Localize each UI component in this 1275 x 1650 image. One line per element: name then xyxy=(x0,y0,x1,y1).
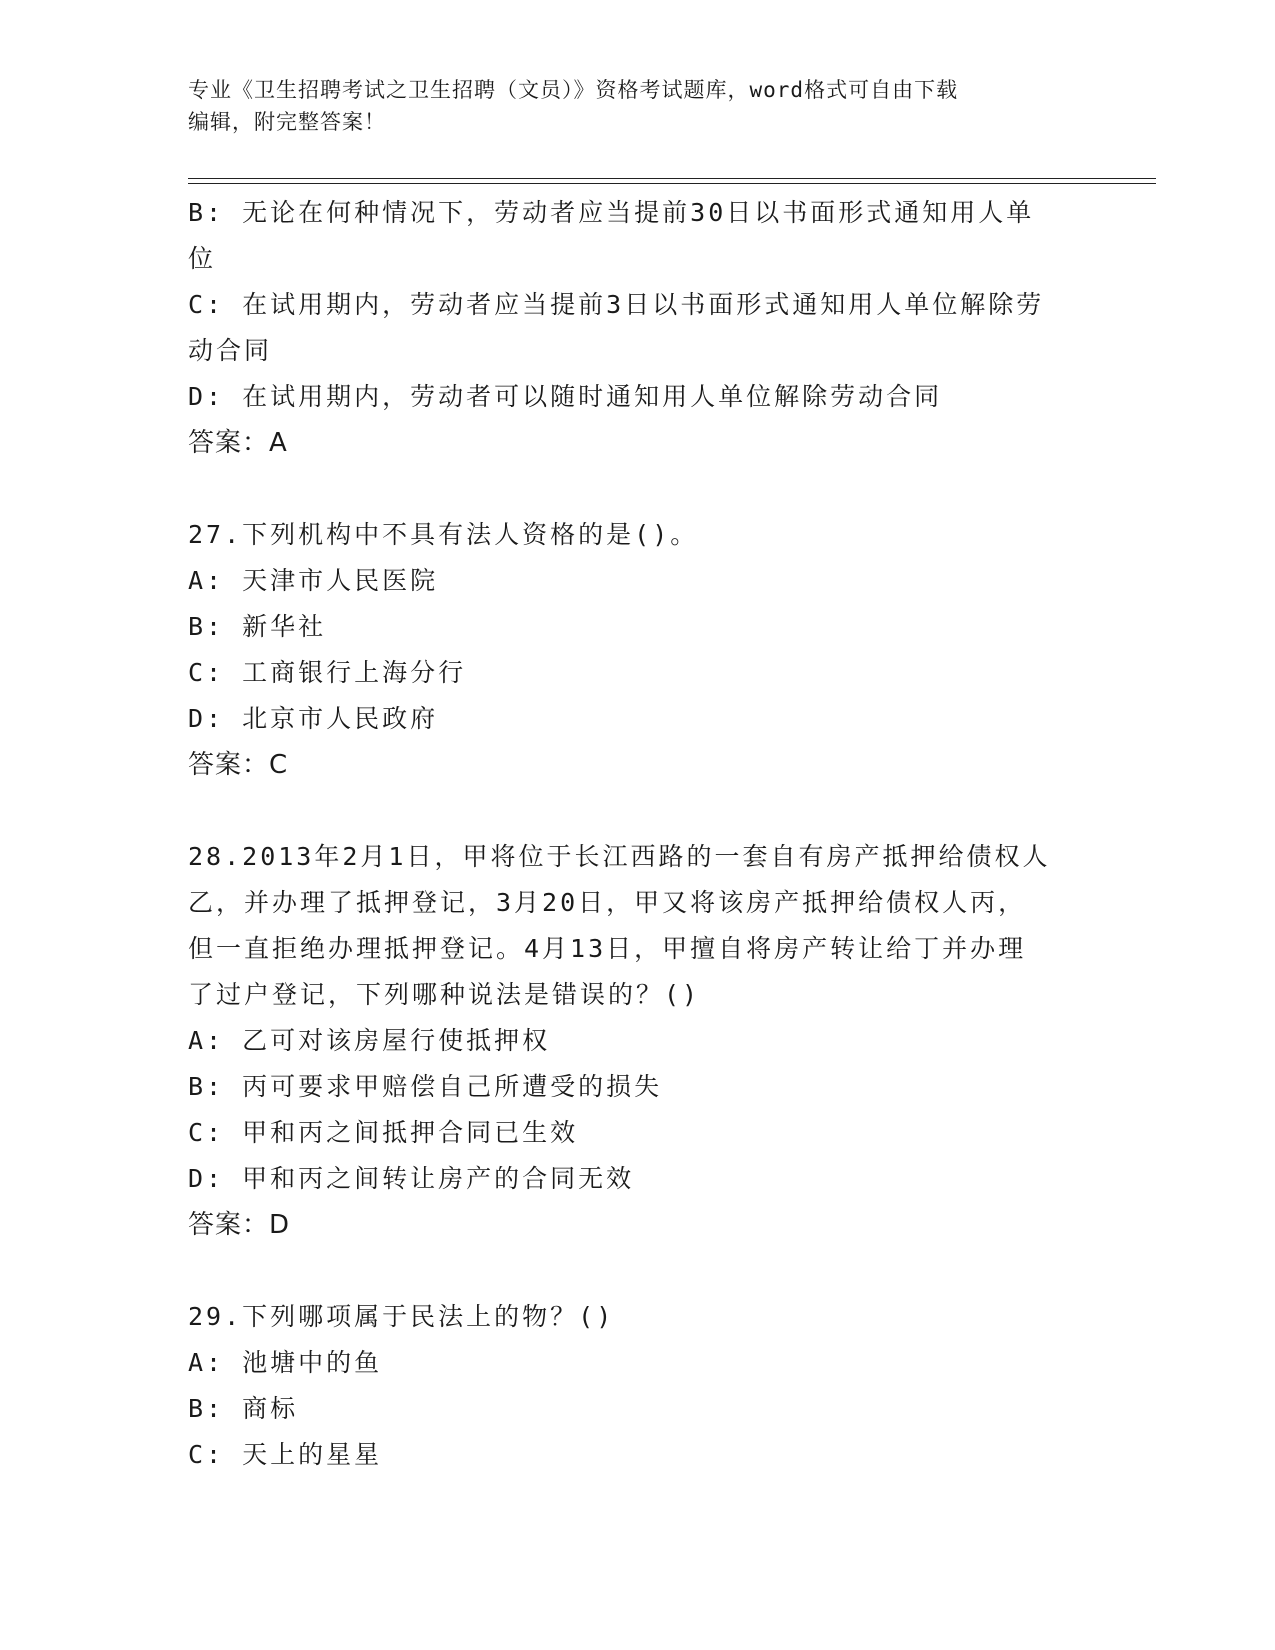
question-text-line-1: 28.2013年2月1日，甲将位于长江西路的一套自有房产抵押给债权人 xyxy=(188,842,1051,871)
option-d: D: 北京市人民政府 xyxy=(188,704,439,733)
option-c: C: 甲和丙之间抵押合同已生效 xyxy=(188,1118,579,1147)
option-a: A: 池塘中的鱼 xyxy=(188,1348,383,1377)
answer: 答案：D xyxy=(188,1210,291,1240)
spacer xyxy=(188,788,1088,834)
question-text-line-2: 乙，并办理了抵押登记，3月20日，甲又将该房产抵押给债权人丙， xyxy=(188,888,1027,917)
option-a: A: 天津市人民医院 xyxy=(188,566,439,595)
document-header xyxy=(188,74,1088,138)
option-b: B: 商标 xyxy=(188,1394,299,1423)
header-line-2: 编辑，附完整答案！ xyxy=(188,110,386,134)
spacer xyxy=(188,466,1088,512)
option-c: C: 工商银行上海分行 xyxy=(188,658,467,687)
header-divider-bottom xyxy=(188,183,1156,184)
option-b-line-2: 位 xyxy=(188,244,217,273)
question-list xyxy=(188,190,1088,1478)
question-text-line-3: 但一直拒绝办理抵押登记。4月13日，甲擅自将房产转让给丁并办理 xyxy=(188,934,1027,963)
question-text-line-4: 了过户登记，下列哪种说法是错误的？() xyxy=(188,980,701,1009)
question-27 xyxy=(188,512,1088,788)
header-divider-top xyxy=(188,178,1156,179)
option-d: D: 在试用期内，劳动者可以随时通知用人单位解除劳动合同 xyxy=(188,382,943,411)
question-text: 29.下列哪项属于民法上的物？() xyxy=(188,1302,615,1331)
option-a: A: 乙可对该房屋行使抵押权 xyxy=(188,1026,551,1055)
option-c-line-1: C: 在试用期内，劳动者应当提前3日以书面形式通知用人单位解除劳 xyxy=(188,290,1045,319)
option-b: B: 新华社 xyxy=(188,612,327,641)
option-b-line-1: B: 无论在何种情况下，劳动者应当提前30日以书面形式通知用人单 xyxy=(188,198,1035,227)
question-26 xyxy=(188,190,1088,466)
option-d: D: 甲和丙之间转让房产的合同无效 xyxy=(188,1164,635,1193)
spacer xyxy=(188,1248,1088,1294)
answer: 答案：C xyxy=(188,750,289,780)
header-line-1: 专业《卫生招聘考试之卫生招聘（文员）》资格考试题库，word格式可自由下载 xyxy=(188,78,959,102)
option-c: C: 天上的星星 xyxy=(188,1440,383,1469)
answer: 答案：A xyxy=(188,428,288,458)
question-29 xyxy=(188,1294,1088,1478)
option-b: B: 丙可要求甲赔偿自己所遭受的损失 xyxy=(188,1072,663,1101)
question-text: 27.下列机构中不具有法人资格的是()。 xyxy=(188,520,699,549)
option-c-line-2: 动合同 xyxy=(188,336,273,365)
question-28 xyxy=(188,834,1088,1248)
